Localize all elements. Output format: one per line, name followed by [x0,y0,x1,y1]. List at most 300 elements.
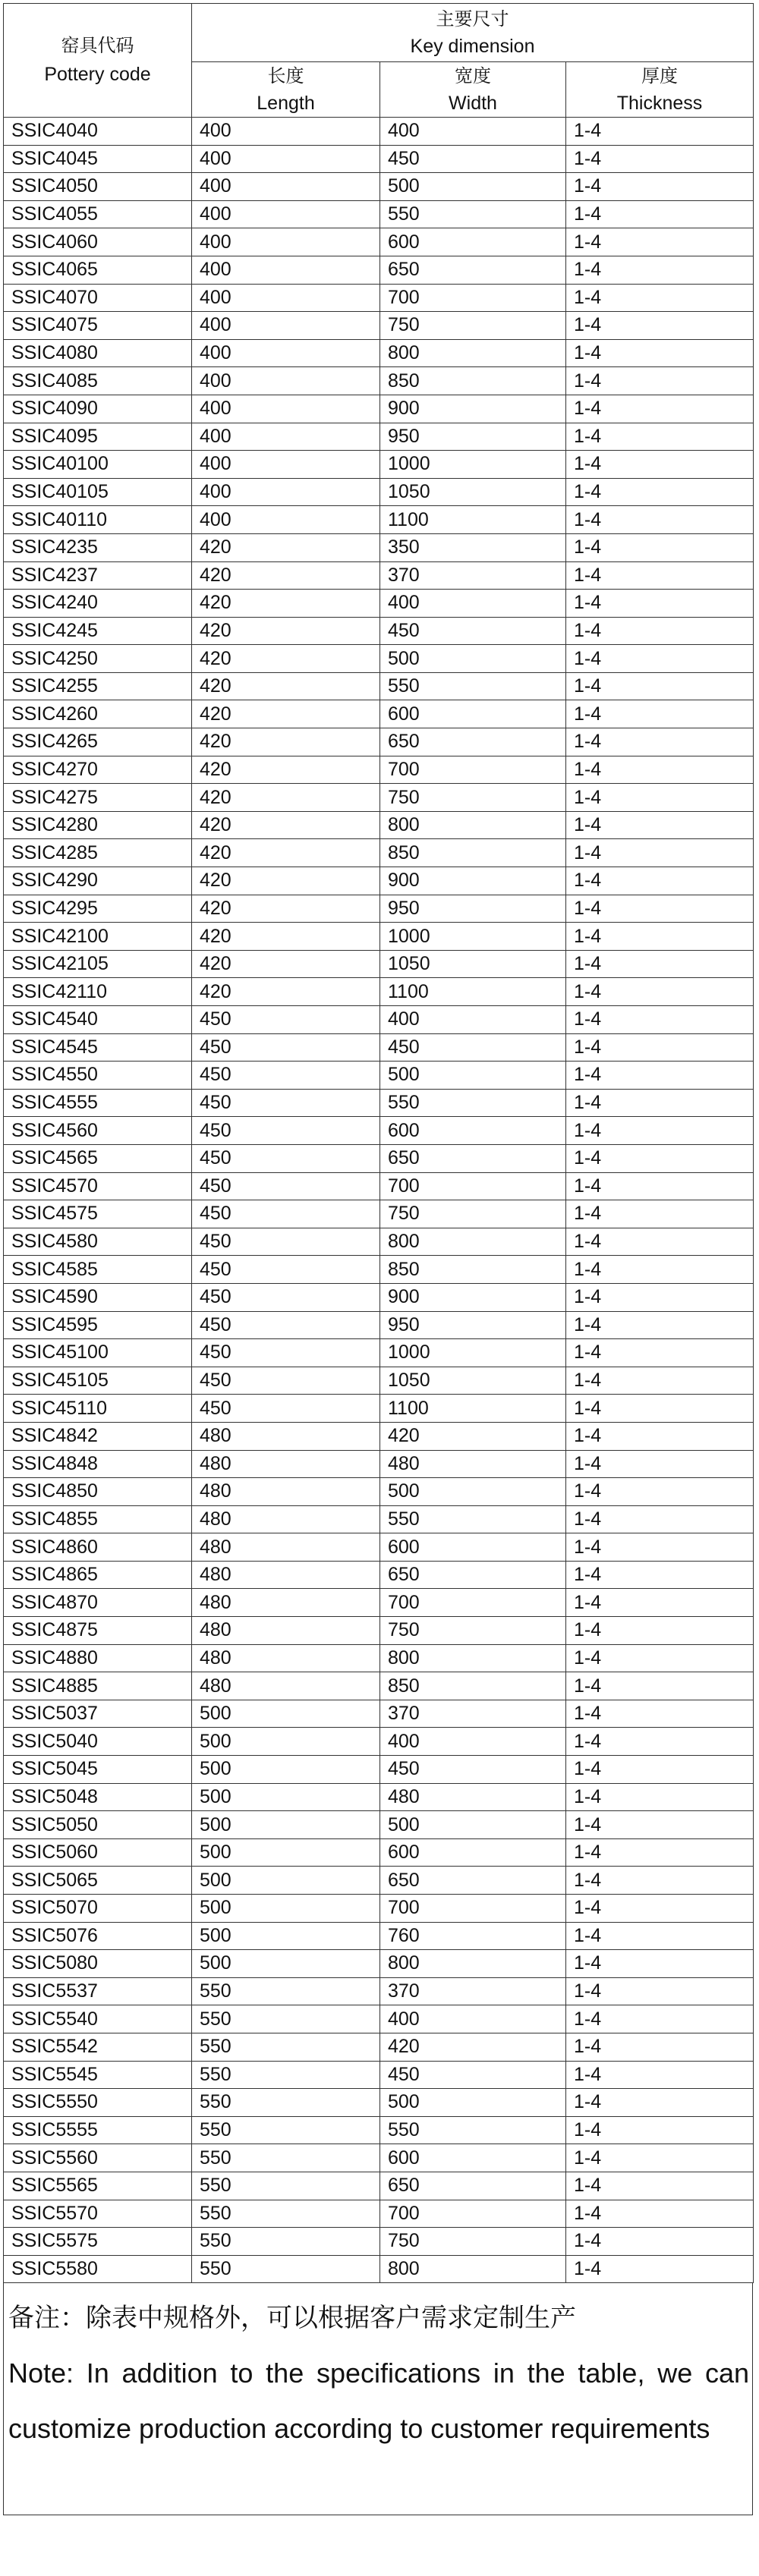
table-row [4,1422,754,1450]
table-row [4,561,754,590]
thickness-cell: 1-4 [566,1172,754,1200]
table-row [4,728,754,756]
table-row [4,1311,754,1339]
length-cell: 420 [192,672,380,700]
table-row [4,145,754,173]
length-cell: 550 [192,2172,380,2200]
pottery-code-cell: SSIC42105 [4,950,192,978]
length-cell: 550 [192,2089,380,2117]
length-cell: 550 [192,2228,380,2256]
pottery-code-cell: SSIC5076 [4,1922,192,1950]
thickness-cell: 1-4 [566,1672,754,1700]
thickness-cell: 1-4 [566,2089,754,2117]
table-row [4,645,754,673]
pottery-code-cell: SSIC4885 [4,1672,192,1700]
thickness-cell: 1-4 [566,1339,754,1367]
pottery-code-cell: SSIC4040 [4,118,192,146]
pottery-code-header [4,4,192,118]
width-cell: 500 [380,1062,566,1090]
pottery-code-cell: SSIC4545 [4,1033,192,1062]
pottery-code-cell: SSIC4560 [4,1117,192,1145]
thickness-header-en: Thickness [616,92,703,114]
length-cell: 420 [192,533,380,561]
pottery-code-cell: SSIC4270 [4,756,192,784]
length-header-cn: 长度 [267,64,304,86]
length-cell: 450 [192,1144,380,1172]
key-dimension-header [192,4,754,62]
length-cell: 450 [192,1006,380,1034]
pottery-code-cell: SSIC4565 [4,1144,192,1172]
width-cell: 600 [380,2144,566,2172]
width-cell: 800 [380,2255,566,2283]
length-cell: 500 [192,1728,380,1756]
table-row [4,1172,754,1200]
table-row [4,367,754,395]
table-row [4,2033,754,2061]
thickness-cell: 1-4 [566,1395,754,1423]
width-cell: 900 [380,1283,566,1311]
width-cell: 500 [380,173,566,201]
width-cell: 950 [380,423,566,451]
length-cell: 550 [192,2255,380,2283]
width-cell: 700 [380,1589,566,1617]
length-cell: 550 [192,2116,380,2144]
table-row [4,2200,754,2228]
table-row [4,1533,754,1562]
thickness-cell: 1-4 [566,1033,754,1062]
width-cell: 480 [380,1783,566,1811]
length-cell: 420 [192,950,380,978]
pottery-code-cell: SSIC5570 [4,2200,192,2228]
thickness-cell: 1-4 [566,1422,754,1450]
length-cell: 400 [192,284,380,312]
pottery-code-cell: SSIC45105 [4,1367,192,1395]
table-row [4,756,754,784]
thickness-cell: 1-4 [566,2033,754,2061]
table-row [4,118,754,146]
pottery-code-cell: SSIC4875 [4,1617,192,1645]
length-cell: 400 [192,228,380,256]
table-row [4,1672,754,1700]
thickness-cell: 1-4 [566,2255,754,2283]
pottery-code-cell: SSIC5550 [4,2089,192,2117]
table-row [4,1756,754,1784]
width-cell: 400 [380,1006,566,1034]
width-cell: 1050 [380,478,566,506]
thickness-cell: 1-4 [566,533,754,561]
pottery-code-cell: SSIC4848 [4,1450,192,1478]
spec-sheet [3,3,753,2515]
table-row [4,256,754,284]
pottery-code-cell: SSIC4585 [4,1256,192,1284]
length-cell: 550 [192,2200,380,2228]
length-cell: 480 [192,1617,380,1645]
table-row [4,1950,754,1978]
width-cell: 600 [380,228,566,256]
table-row [4,1450,754,1478]
table-row [4,1644,754,1672]
thickness-cell: 1-4 [566,173,754,201]
pottery-code-cell: SSIC4050 [4,173,192,201]
width-cell: 400 [380,118,566,146]
thickness-cell: 1-4 [566,1256,754,1284]
width-cell: 650 [380,2172,566,2200]
thickness-cell: 1-4 [566,1811,754,1839]
width-cell: 370 [380,1700,566,1728]
table-row [4,1838,754,1867]
pottery-code-cell: SSIC4245 [4,617,192,645]
length-cell: 420 [192,811,380,839]
width-cell: 550 [380,672,566,700]
length-cell: 480 [192,1589,380,1617]
width-cell: 1000 [380,923,566,951]
length-cell: 450 [192,1339,380,1367]
thickness-cell: 1-4 [566,1950,754,1978]
width-cell: 800 [380,811,566,839]
thickness-cell: 1-4 [566,312,754,340]
thickness-cell: 1-4 [566,478,754,506]
table-row [4,590,754,618]
table-row [4,1728,754,1756]
thickness-cell: 1-4 [566,1228,754,1256]
thickness-cell: 1-4 [566,339,754,367]
table-row [4,1006,754,1034]
width-cell: 650 [380,1867,566,1895]
width-cell: 700 [380,284,566,312]
pottery-code-cell: SSIC4550 [4,1062,192,1090]
table-row [4,1089,754,1117]
thickness-cell: 1-4 [566,1062,754,1090]
width-cell: 400 [380,1728,566,1756]
dimension-table [3,3,754,2283]
width-cell: 850 [380,367,566,395]
length-cell: 480 [192,1478,380,1506]
table-row [4,1895,754,1923]
length-cell: 550 [192,2033,380,2061]
width-cell: 400 [380,2005,566,2033]
table-row [4,1144,754,1172]
width-cell: 550 [380,200,566,228]
table-row [4,811,754,839]
width-cell: 800 [380,1228,566,1256]
table-row [4,1256,754,1284]
length-cell: 500 [192,1922,380,1950]
thickness-cell: 1-4 [566,561,754,590]
table-row [4,2089,754,2117]
thickness-cell: 1-4 [566,200,754,228]
length-cell: 550 [192,1977,380,2005]
length-cell: 420 [192,756,380,784]
thickness-cell: 1-4 [566,1756,754,1784]
pottery-code-cell: SSIC4260 [4,700,192,728]
length-cell: 480 [192,1505,380,1533]
width-cell: 750 [380,1200,566,1228]
length-cell: 450 [192,1117,380,1145]
width-cell: 1100 [380,978,566,1006]
table-row [4,173,754,201]
length-cell: 420 [192,978,380,1006]
pottery-code-cell: SSIC4295 [4,895,192,923]
length-cell: 550 [192,2144,380,2172]
pottery-code-cell: SSIC40100 [4,451,192,479]
width-cell: 450 [380,1033,566,1062]
thickness-cell: 1-4 [566,1311,754,1339]
width-cell: 400 [380,590,566,618]
pottery-code-cell: SSIC4090 [4,395,192,423]
key-dimension-header-cn: 主要尺寸 [436,8,509,30]
thickness-cell: 1-4 [566,728,754,756]
length-cell: 480 [192,1450,380,1478]
thickness-cell: 1-4 [566,839,754,867]
pottery-code-cell: SSIC5537 [4,1977,192,2005]
length-cell: 500 [192,1867,380,1895]
length-cell: 450 [192,1200,380,1228]
length-cell: 400 [192,118,380,146]
width-cell: 950 [380,1311,566,1339]
thickness-cell: 1-4 [566,1283,754,1311]
thickness-cell: 1-4 [566,2172,754,2200]
thickness-cell: 1-4 [566,672,754,700]
pottery-code-cell: SSIC4865 [4,1561,192,1589]
width-cell: 900 [380,395,566,423]
width-cell: 700 [380,756,566,784]
table-row [4,617,754,645]
length-cell: 400 [192,423,380,451]
pottery-code-cell: SSIC4240 [4,590,192,618]
pottery-code-cell: SSIC42100 [4,923,192,951]
table-row [4,1867,754,1895]
table-row [4,312,754,340]
length-cell: 420 [192,645,380,673]
width-cell: 550 [380,2116,566,2144]
table-row [4,784,754,812]
table-row [4,839,754,867]
table-row [4,395,754,423]
length-cell: 450 [192,1311,380,1339]
table-row [4,506,754,534]
table-row [4,1395,754,1423]
thickness-cell: 1-4 [566,1589,754,1617]
table-row [4,700,754,728]
length-header-en: Length [257,92,315,114]
thickness-cell: 1-4 [566,256,754,284]
pottery-code-cell: SSIC4285 [4,839,192,867]
pottery-code-cell: SSIC4575 [4,1200,192,1228]
table-row [4,533,754,561]
width-cell: 750 [380,1617,566,1645]
length-cell: 450 [192,1395,380,1423]
width-cell: 750 [380,2228,566,2256]
thickness-cell: 1-4 [566,1644,754,1672]
length-cell: 500 [192,1895,380,1923]
thickness-cell: 1-4 [566,1895,754,1923]
thickness-cell: 1-4 [566,2061,754,2089]
thickness-cell: 1-4 [566,1144,754,1172]
thickness-cell: 1-4 [566,118,754,146]
pottery-code-cell: SSIC4842 [4,1422,192,1450]
thickness-cell: 1-4 [566,1617,754,1645]
table-row [4,2172,754,2200]
width-cell: 500 [380,645,566,673]
length-cell: 450 [192,1089,380,1117]
thickness-cell: 1-4 [566,1783,754,1811]
pottery-code-cell: SSIC5045 [4,1756,192,1784]
width-cell: 420 [380,1422,566,1450]
pottery-code-cell: SSIC5050 [4,1811,192,1839]
width-header [380,62,566,118]
table-row [4,1117,754,1145]
table-row [4,1700,754,1728]
width-cell: 1050 [380,950,566,978]
pottery-code-cell: SSIC5065 [4,1867,192,1895]
width-cell: 370 [380,561,566,590]
table-row [4,339,754,367]
table-row [4,451,754,479]
table-row [4,2061,754,2089]
table-row [4,1922,754,1950]
length-cell: 400 [192,256,380,284]
pottery-code-cell: SSIC4095 [4,423,192,451]
pottery-code-cell: SSIC4237 [4,561,192,590]
table-row [4,2228,754,2256]
length-cell: 400 [192,395,380,423]
length-cell: 480 [192,1672,380,1700]
pottery-code-cell: SSIC4065 [4,256,192,284]
length-cell: 500 [192,1811,380,1839]
width-cell: 750 [380,312,566,340]
table-row [4,2116,754,2144]
width-cell: 760 [380,1922,566,1950]
table-row [4,1561,754,1589]
width-cell: 1100 [380,1395,566,1423]
thickness-cell: 1-4 [566,811,754,839]
pottery-code-header-cn: 窑具代码 [61,35,134,56]
pottery-code-cell: SSIC4085 [4,367,192,395]
length-cell: 550 [192,2061,380,2089]
thickness-cell: 1-4 [566,978,754,1006]
table-row [4,1783,754,1811]
width-cell: 650 [380,728,566,756]
note-en: Note: In addition to the specifications in the table, we can customize production according to customer requirements [8,2357,749,2445]
pottery-code-cell: SSIC4075 [4,312,192,340]
thickness-cell: 1-4 [566,367,754,395]
pottery-code-cell: SSIC4235 [4,533,192,561]
thickness-cell: 1-4 [566,2228,754,2256]
thickness-header [566,62,754,118]
pottery-code-cell: SSIC45110 [4,1395,192,1423]
width-cell: 550 [380,1089,566,1117]
pottery-code-cell: SSIC4265 [4,728,192,756]
width-cell: 800 [380,339,566,367]
note-cn: 备注：除表中规格外，可以根据客户需求定制生产 [8,2303,576,2334]
table-row [4,2255,754,2283]
pottery-code-cell: SSIC4555 [4,1089,192,1117]
pottery-code-cell: SSIC5040 [4,1728,192,1756]
width-cell: 650 [380,1144,566,1172]
thickness-cell: 1-4 [566,1006,754,1034]
note-box [3,2283,753,2515]
thickness-cell: 1-4 [566,2005,754,2033]
length-cell: 420 [192,728,380,756]
length-cell: 420 [192,839,380,867]
pottery-code-cell: SSIC5080 [4,1950,192,1978]
pottery-code-cell: SSIC4275 [4,784,192,812]
pottery-code-cell: SSIC5575 [4,2228,192,2256]
thickness-cell: 1-4 [566,1450,754,1478]
table-row [4,1589,754,1617]
length-cell: 400 [192,451,380,479]
width-cell: 700 [380,1172,566,1200]
width-cell: 750 [380,784,566,812]
pottery-code-cell: SSIC5565 [4,2172,192,2200]
length-cell: 500 [192,1756,380,1784]
thickness-cell: 1-4 [566,395,754,423]
thickness-cell: 1-4 [566,1838,754,1867]
table-row [4,200,754,228]
width-cell: 1050 [380,1367,566,1395]
table-row [4,895,754,923]
table-row [4,672,754,700]
pottery-code-cell: SSIC5560 [4,2144,192,2172]
length-cell: 420 [192,617,380,645]
table-row [4,1478,754,1506]
pottery-code-cell: SSIC4280 [4,811,192,839]
length-cell: 400 [192,339,380,367]
pottery-code-cell: SSIC5545 [4,2061,192,2089]
thickness-cell: 1-4 [566,284,754,312]
pottery-code-cell: SSIC4290 [4,867,192,895]
pottery-code-cell: SSIC5037 [4,1700,192,1728]
width-cell: 1000 [380,1339,566,1367]
thickness-cell: 1-4 [566,1533,754,1562]
table-row [4,1062,754,1090]
length-cell: 400 [192,145,380,173]
pottery-code-cell: SSIC4590 [4,1283,192,1311]
length-cell: 400 [192,367,380,395]
thickness-cell: 1-4 [566,1700,754,1728]
width-cell: 500 [380,2089,566,2117]
width-cell: 850 [380,1256,566,1284]
pottery-code-cell: SSIC4045 [4,145,192,173]
width-header-en: Width [449,92,497,114]
width-cell: 600 [380,1117,566,1145]
pottery-code-cell: SSIC4540 [4,1006,192,1034]
thickness-cell: 1-4 [566,867,754,895]
width-cell: 370 [380,1977,566,2005]
thickness-header-cn: 厚度 [641,64,679,86]
width-cell: 900 [380,867,566,895]
pottery-code-cell: SSIC5070 [4,1895,192,1923]
pottery-code-cell: SSIC4255 [4,672,192,700]
length-cell: 550 [192,2005,380,2033]
pottery-code-cell: SSIC4870 [4,1589,192,1617]
pottery-code-cell: SSIC4080 [4,339,192,367]
table-row [4,228,754,256]
thickness-cell: 1-4 [566,2144,754,2172]
pottery-code-cell: SSIC4580 [4,1228,192,1256]
thickness-cell: 1-4 [566,1922,754,1950]
table-row [4,867,754,895]
thickness-cell: 1-4 [566,923,754,951]
pottery-code-cell: SSIC4250 [4,645,192,673]
length-cell: 400 [192,312,380,340]
width-cell: 500 [380,1478,566,1506]
length-cell: 450 [192,1033,380,1062]
width-cell: 1000 [380,451,566,479]
thickness-cell: 1-4 [566,1977,754,2005]
pottery-code-cell: SSIC4070 [4,284,192,312]
thickness-cell: 1-4 [566,1867,754,1895]
